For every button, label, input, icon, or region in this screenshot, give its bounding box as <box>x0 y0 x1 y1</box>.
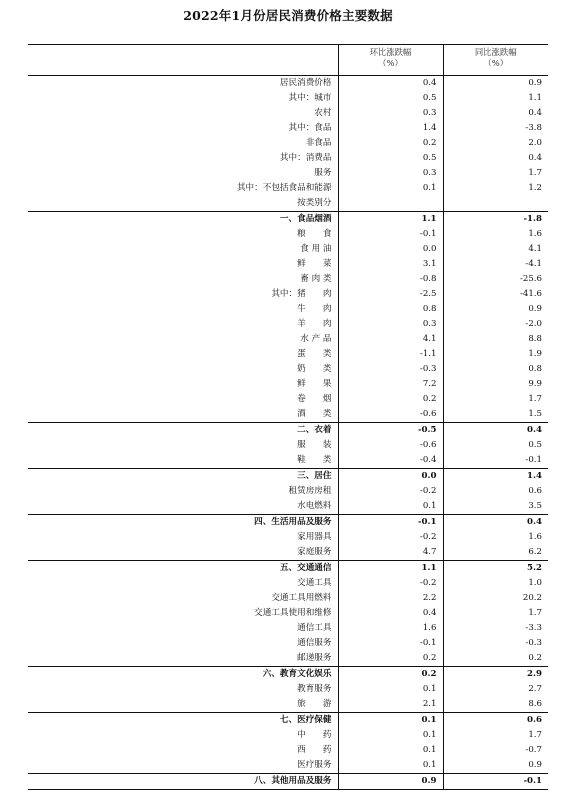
row-label: 蛋 类 <box>28 347 338 362</box>
row-label: 畜 肉 类 <box>28 272 338 287</box>
yoy-value: 0.8 <box>528 364 542 374</box>
yoy-value <box>443 196 548 212</box>
yoy-value: 1.4 <box>443 469 548 485</box>
yoy-value: 9.9 <box>528 379 542 389</box>
yoy-value: 0.6 <box>443 713 548 729</box>
mom-value: 0.2 <box>338 392 443 407</box>
table-row <box>28 212 548 228</box>
table-row <box>28 621 548 636</box>
mom-value: -0.2 <box>338 576 443 591</box>
table-row <box>28 423 548 439</box>
row-label: 六、教育文化娱乐 <box>28 667 338 683</box>
row-label: 旅 游 <box>28 697 338 713</box>
row-label: 水 产 品 <box>28 332 338 347</box>
row-label: 二、衣着 <box>28 423 338 439</box>
yoy-value: 1.6 <box>528 229 542 239</box>
row-label: 鞋 类 <box>28 453 338 469</box>
mom-value: -0.4 <box>338 453 443 469</box>
table-row <box>28 515 548 531</box>
mom-value: -2.5 <box>338 287 443 302</box>
yoy-value: 2.9 <box>443 667 548 683</box>
mom-value: -1.1 <box>338 347 443 362</box>
table-row <box>28 561 548 577</box>
mom-value: 0.1 <box>338 758 443 774</box>
yoy-value: 20.2 <box>522 593 542 603</box>
mom-value: 0.4 <box>338 76 443 92</box>
row-label: 其中：消费品 <box>28 151 338 166</box>
table-row <box>28 392 548 407</box>
yoy-value: -41.6 <box>519 289 542 299</box>
row-label: 粮 食 <box>28 227 338 242</box>
mom-value: 0.1 <box>338 743 443 758</box>
yoy-value: 0.4 <box>528 108 542 118</box>
yoy-value: 0.4 <box>528 153 542 163</box>
mom-value: 0.4 <box>338 606 443 621</box>
table-row <box>28 347 548 362</box>
row-label: 一、食品烟酒 <box>28 212 338 228</box>
table-row <box>28 636 548 651</box>
mom-value: 4.1 <box>338 332 443 347</box>
table-row <box>28 377 548 392</box>
yoy-value: 1.6 <box>528 532 542 542</box>
yoy-value: 3.5 <box>528 501 542 511</box>
mom-value: -0.6 <box>338 407 443 423</box>
table-row <box>28 106 548 121</box>
row-label: 牛 肉 <box>28 302 338 317</box>
yoy-value: 0.9 <box>528 760 542 770</box>
row-label: 非食品 <box>28 136 338 151</box>
mom-value: 0.1 <box>338 499 443 515</box>
row-label: 交通工具 <box>28 576 338 591</box>
row-label: 水电燃料 <box>28 499 338 515</box>
table-row <box>28 499 548 515</box>
yoy-value: 0.6 <box>528 486 542 496</box>
mom-value: 0.8 <box>338 302 443 317</box>
table-row <box>28 713 548 729</box>
mom-value: 2.2 <box>338 591 443 606</box>
mom-value: 0.3 <box>338 106 443 121</box>
table-row <box>28 453 548 469</box>
mom-value: 0.2 <box>338 136 443 151</box>
yoy-value: 1.7 <box>528 168 542 178</box>
mom-value: -0.8 <box>338 272 443 287</box>
yoy-value: 4.1 <box>528 244 542 254</box>
table-row <box>28 469 548 485</box>
yoy-value: -4.1 <box>525 259 542 269</box>
table-row <box>28 484 548 499</box>
table-row <box>28 302 548 317</box>
cpi-table <box>28 44 548 790</box>
row-label: 西 药 <box>28 743 338 758</box>
table-row <box>28 591 548 606</box>
row-label: 租赁房房租 <box>28 484 338 499</box>
row-label: 奶 类 <box>28 362 338 377</box>
table-row <box>28 576 548 591</box>
row-label: 酒 类 <box>28 407 338 423</box>
mom-value: -0.1 <box>338 636 443 651</box>
table-row <box>28 743 548 758</box>
mom-value: 0.3 <box>338 317 443 332</box>
yoy-value: 8.8 <box>528 334 542 344</box>
table-row <box>28 227 548 242</box>
table-row <box>28 545 548 561</box>
mom-value: 4.7 <box>338 545 443 561</box>
row-label: 交通工具使用和维修 <box>28 606 338 621</box>
yoy-header-unit: （%） <box>483 58 509 68</box>
yoy-value: -25.6 <box>519 274 542 284</box>
yoy-value: -0.1 <box>525 455 542 465</box>
row-label: 其中：猪 肉 <box>28 287 338 302</box>
row-label: 卷 烟 <box>28 392 338 407</box>
mom-column-header <box>338 45 443 76</box>
item-column-header <box>28 45 338 76</box>
table-row <box>28 91 548 106</box>
yoy-value: 1.7 <box>528 394 542 404</box>
mom-value: 0.9 <box>338 774 443 790</box>
table-row <box>28 151 548 166</box>
yoy-value: 0.4 <box>443 423 548 439</box>
yoy-value: 5.2 <box>443 561 548 577</box>
yoy-value: 1.7 <box>528 730 542 740</box>
mom-value: 0.5 <box>338 91 443 106</box>
table-row <box>28 272 548 287</box>
yoy-header-label: 同比涨跌幅 <box>474 47 517 57</box>
row-label: 其中：食品 <box>28 121 338 136</box>
mom-value: 0.0 <box>338 242 443 257</box>
mom-value: 0.2 <box>338 667 443 683</box>
yoy-value: 8.6 <box>528 699 542 709</box>
row-label: 其中：不包括食品和能源 <box>28 181 338 196</box>
row-label: 家庭服务 <box>28 545 338 561</box>
row-label: 按类别分 <box>28 196 338 212</box>
yoy-value: 1.9 <box>528 349 542 359</box>
mom-value: -0.5 <box>338 423 443 439</box>
row-label: 交通工具用燃料 <box>28 591 338 606</box>
table-row <box>28 758 548 774</box>
row-label: 教育服务 <box>28 682 338 697</box>
table-row <box>28 257 548 272</box>
row-label: 五、交通通信 <box>28 561 338 577</box>
mom-value: 1.1 <box>338 561 443 577</box>
table-row <box>28 362 548 377</box>
table-row <box>28 121 548 136</box>
yoy-value: -1.8 <box>443 212 548 228</box>
yoy-value: 2.7 <box>528 684 542 694</box>
mom-value: -0.1 <box>338 227 443 242</box>
mom-value: 2.1 <box>338 697 443 713</box>
table-row <box>28 242 548 257</box>
table-row <box>28 196 548 212</box>
mom-header-label: 环比涨跌幅 <box>369 47 412 57</box>
row-label: 鲜 果 <box>28 377 338 392</box>
row-label: 居民消费价格 <box>28 76 338 92</box>
row-label: 八、其他用品及服务 <box>28 774 338 790</box>
row-label: 七、医疗保健 <box>28 713 338 729</box>
document-title: 2022年1月份居民消费价格主要数据 <box>183 8 393 23</box>
yoy-column-header <box>443 45 548 76</box>
row-label: 通信服务 <box>28 636 338 651</box>
table-header-row <box>28 45 548 76</box>
row-label: 其中：城市 <box>28 91 338 106</box>
yoy-value: 0.9 <box>528 78 542 88</box>
mom-value: 0.1 <box>338 682 443 697</box>
row-label: 羊 肉 <box>28 317 338 332</box>
mom-value: -0.1 <box>338 515 443 531</box>
yoy-value: 0.5 <box>528 440 542 450</box>
yoy-value: -0.3 <box>525 638 542 648</box>
yoy-value: 1.2 <box>528 183 542 193</box>
table-row <box>28 407 548 423</box>
table-row <box>28 667 548 683</box>
table-row <box>28 774 548 790</box>
mom-value: -0.2 <box>338 530 443 545</box>
table-row <box>28 332 548 347</box>
row-label: 服 装 <box>28 438 338 453</box>
yoy-value: 2.0 <box>528 138 542 148</box>
mom-value: 7.2 <box>338 377 443 392</box>
mom-value: 1.1 <box>338 212 443 228</box>
mom-value: -0.6 <box>338 438 443 453</box>
mom-value <box>338 196 443 212</box>
row-label: 鲜 菜 <box>28 257 338 272</box>
mom-value: 3.1 <box>338 257 443 272</box>
mom-value: 1.6 <box>338 621 443 636</box>
table-row <box>28 530 548 545</box>
table-row <box>28 682 548 697</box>
table-row <box>28 697 548 713</box>
mom-value: 0.1 <box>338 728 443 743</box>
mom-value: 0.1 <box>338 713 443 729</box>
mom-value: 0.3 <box>338 166 443 181</box>
row-label: 家用器具 <box>28 530 338 545</box>
row-label: 医疗服务 <box>28 758 338 774</box>
table-row <box>28 728 548 743</box>
yoy-value: -0.1 <box>443 774 548 790</box>
row-label: 农村 <box>28 106 338 121</box>
table-row <box>28 287 548 302</box>
table-body <box>28 76 548 790</box>
row-label: 邮递服务 <box>28 651 338 667</box>
yoy-value: 0.9 <box>528 304 542 314</box>
mom-value: -0.2 <box>338 484 443 499</box>
row-label: 中 药 <box>28 728 338 743</box>
table-row <box>28 651 548 667</box>
table-row <box>28 136 548 151</box>
yoy-value: 0.4 <box>443 515 548 531</box>
yoy-value: 0.2 <box>528 653 542 663</box>
mom-value: 0.2 <box>338 651 443 667</box>
yoy-value: 6.2 <box>528 547 542 557</box>
row-label: 食 用 油 <box>28 242 338 257</box>
yoy-value: -3.3 <box>525 623 542 633</box>
yoy-value: 1.5 <box>528 409 542 419</box>
table-row <box>28 606 548 621</box>
mom-value: 1.4 <box>338 121 443 136</box>
row-label: 服务 <box>28 166 338 181</box>
yoy-value: -2.0 <box>525 319 542 329</box>
row-label: 四、生活用品及服务 <box>28 515 338 531</box>
table-row <box>28 76 548 92</box>
table-row <box>28 166 548 181</box>
mom-header-unit: （%） <box>378 58 403 68</box>
table-row <box>28 438 548 453</box>
mom-value: 0.5 <box>338 151 443 166</box>
yoy-value: 1.0 <box>528 578 542 588</box>
yoy-value: -3.8 <box>525 123 542 133</box>
mom-value: -0.3 <box>338 362 443 377</box>
yoy-value: 1.1 <box>528 93 542 103</box>
yoy-value: -0.7 <box>525 745 542 755</box>
table-row <box>28 317 548 332</box>
yoy-value: 1.7 <box>528 608 542 618</box>
table-row <box>28 181 548 196</box>
row-label: 通信工具 <box>28 621 338 636</box>
row-label: 三、居住 <box>28 469 338 485</box>
mom-value: 0.1 <box>338 181 443 196</box>
mom-value: 0.0 <box>338 469 443 485</box>
